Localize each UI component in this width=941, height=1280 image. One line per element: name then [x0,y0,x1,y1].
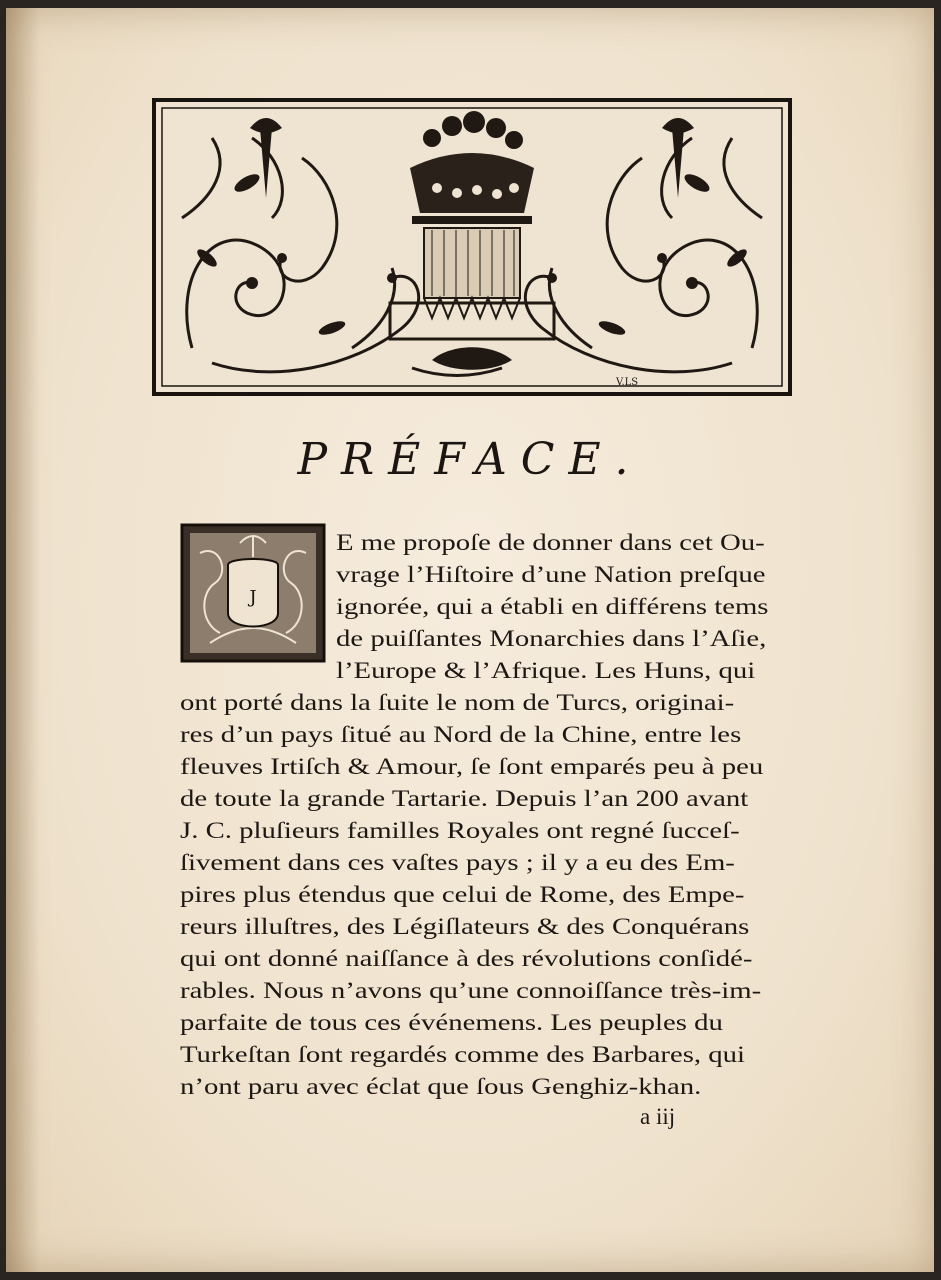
page-title: PRÉFACE. [297,434,643,485]
text-line: ignorée, qui a établi en différens tems [336,594,769,619]
text-line: pires plus étendus que celui de Rome, des Empe- [180,882,745,907]
text-line: de toute la grande Tartarie. Depuis l’an 200 avant [180,786,749,811]
text-line: parfaite de tous ces événemens. Les peuples du [180,1010,723,1035]
dropcap-ornament [180,523,326,663]
text-line: Turkeſtan ſont regardés comme des Barbares, qui [180,1042,746,1067]
text-line: E me propoſe de donner dans cet Ou- [336,530,765,555]
text-line: de puiſſantes Monarchies dans l’Aſie, [336,626,767,651]
text-line: ont porté dans la ſuite le nom de Turcs, originai- [180,690,735,715]
dropcap-letter: J [249,587,257,608]
text-line: n’ont paru avec éclat que ſous Genghiz-khan. [180,1074,702,1099]
text-line: vrage l’Hiſtoire d’une Nation preſque [336,562,766,587]
text-line: qui ont donné naiſſance à des révolutions conſidé- [180,946,753,971]
text-line: J. C. pluſieurs familles Royales ont regné ſucceſ- [180,818,740,843]
text-line: ſivement dans ces vaſtes pays ; il y a eu des Em- [180,850,735,875]
book-page [6,8,934,1272]
headpiece-engraving [152,98,792,396]
signature-mark: a iij [640,1104,676,1129]
ornamental-headpiece [152,98,792,396]
text-line: reurs illuſtres, des Légiſlateurs & des Conquérans [180,914,750,939]
headpiece-signature: V.LS [616,377,639,388]
text-line: rables. Nous n’avons qu’une connoiſſance très-im- [180,978,762,1003]
text-line: l’Europe & l’Afrique. Les Huns, qui [336,658,756,683]
text-line: res d’un pays ſitué au Nord de la Chine, entre les [180,722,742,747]
text-line: fleuves Irtiſch & Amour, ſe ſont emparés peu à peu [180,754,764,779]
page-gutter-shadow [6,8,40,1272]
